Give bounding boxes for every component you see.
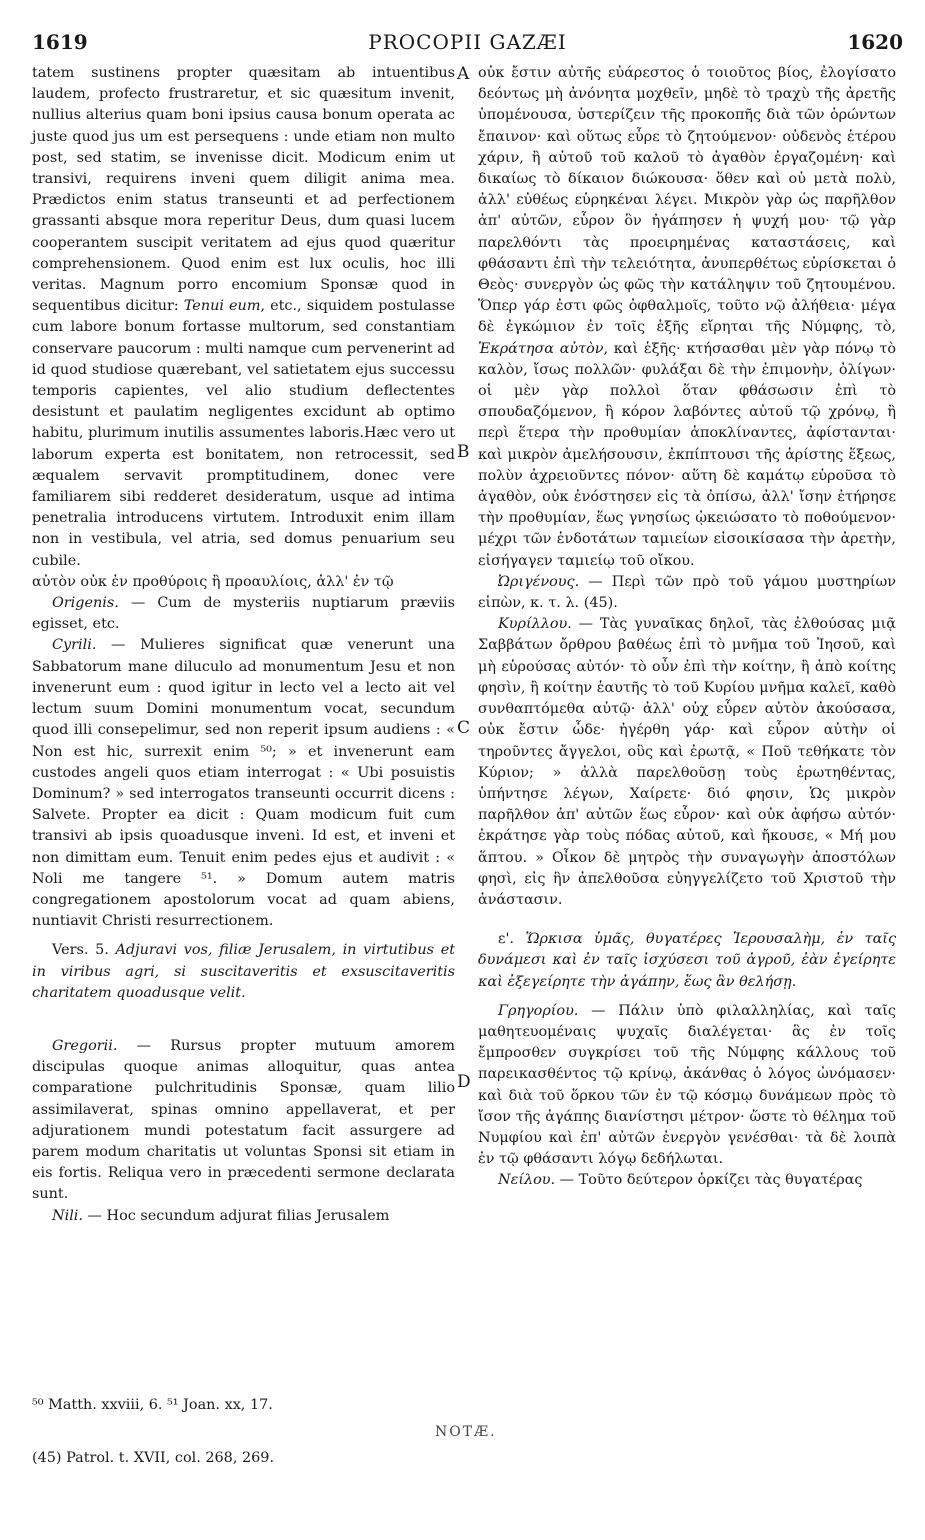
latin-column — [32, 63, 455, 1227]
page-header — [32, 30, 903, 64]
margin-marker-c: C — [457, 718, 471, 738]
margin-marker-a: A — [457, 64, 470, 84]
cyril-greek-paragraph: Κυρίλλου. — Τὰς γυναῖκας δηλοῖ, τὰς ἐλθούσας μιᾷ Σαββάτων ὄρθρου βαθέως ἐπὶ τὸ μνῆμα τοῦ Ἰησοῦ, καὶ μὴ εὑρούσας αὐτόν· τὸ οὖν ἐπὶ τὴν κοίτην, ἢ ἀπὸ κοίτης φησὶν, ἢ κοίτην ἑαυτῆς τὸ τοῦ Κυρίου μνῆμα καλεῖ, καθὸ συνθαπτόμεθα αὐτῷ· ἀλλ' οὐχ εὗρεν αὐτὸν ἀκούσασα, οὐκ ἔστιν ὧδε· ἠγέρθη γάρ· καὶ εὗρον αὐτὴν οἱ τηροῦντες ἄγγελοι, οὓς καὶ ἐρωτᾷ, « Ποῦ τεθήκατε τὸν Κύριον; » ἀλλὰ παρελθοῦσῃ τοὺς ἐρωτηθέντας, ὑπήντησε λέγων, Χαίρετε· διό φησιν, Ὡς μικρὸν παρῆλθον ἀπ' αὐτῶν ἕως εὗρον· καὶ οὐκ ἀφήσω αὐτόν· ἐκράτησε γὰρ τοὺς πόδας αὐτοῦ, καὶ ἤκουσε, « Μή μου ἅπτου. » Οἶκον δὲ μητρὸς τὴν συναγωγὴν ἀποστόλων φησὶ, εἰς ἣν ἀπελθοῦσα εὐηγγελίζετο τοῦ Χριστοῦ τὴν ἀνάστασιν. — [478, 616, 896, 908]
nilus-greek-paragraph: Νείλου. — Τοῦτο δεύτερον ὁρκίζει τὰς θυγατέρας — [498, 1172, 863, 1189]
footnotes — [32, 1395, 452, 1416]
greek-column — [478, 63, 896, 1192]
origen-greek-paragraph: Ὠριγένους. — Περὶ τῶν πρὸ τοῦ γάμου μυστηρίων εἰπὼν, κ. τ. λ. (45). — [478, 573, 896, 612]
gregory-paragraph: Gregorii. — Rursus propter mutuum amorem discipulas quoque animas alloquitur, quas antea comparatione pulchritudinis Sponsæ, quam lilio assimilaverat, spinas omnino appellaverat, et per adjurationem mundi potestatum facit assurgere ad parem modum charitatis ut voluntas Sponsi sit etiam in eis fortis. Reliqua vero in præcedenti sermone declarata sunt. — [32, 1037, 455, 1203]
running-title: PROCOPII GAZÆI — [368, 30, 567, 54]
nilus-paragraph: Nili. — Hoc secundum adjurat filias Jerusalem — [52, 1207, 390, 1224]
latin-paragraph: tatem sustinens propter quæsitam ab intuentibus laudem, profecto frustraretur, et sic quæsitum invenit, nullius alterius quam boni ipsius causa bonum operata ac juste quod jus um est persequens : unde etiam non multo post, sed statim, se invenisse dicit. Modicum enim ut transivi, requirens inveni quem diligit anima mea. Prædictos enim status transeunti et ad perfectionem grassanti absque mora reperitur Deus, dum quasi lucem cooperantem suscipit veritatem ad ejus quod quæritur comprehensionem. Quod enim est lux oculis, hoc illi veritas. Magnum porro encomium Sponsæ quod in sequentibus dicitur: Tenui eum, etc., siquidem postulasse cum labore bonum fortasse multorum, sed constantiam conservare paucorum : multi namque cum pervenerint ad id quod studiose quærebant, vel satietatem ejus successu temporis capientes, vel alio studium deflectentes desistunt et paulatim negligentes excidunt ab optimo habitu, plurimum inutilis assumentes laboris.Hæc vero ut laborum experta est bonitatem, non retrocessit, sed æqualem servavit promptitudinem, donec vere familiarem sibi redderet desideratum, usque ad intima penetralia introducens virtutem. Introduxit enim illam non in vestibula, vel atria, sed domus penuarium seu cubile. — [32, 65, 455, 569]
verse-5-latin: Vers. 5. Adjuravi vos, filiæ Jerusalem, in virtutibus et in viribus agri, si suscitaveritis et exsuscitaveritis charitatem quoadusque velit. — [32, 942, 456, 1001]
page-number-right: 1620 — [847, 30, 903, 54]
origen-paragraph: Origenis. — Cum de mysteriis nuptiarum præviis egisset, etc. — [32, 595, 455, 633]
cyril-paragraph: Cyrili. — Mulieres significat quæ venerunt una Sabbatorum mane diluculo ad monumentum Jesu et non invenerunt eum : quod igitur in lecto vel a lecto ait vel lectum suum Domini monumentum vocat, secundum quod illi consepelimur, sed non reperit ipsum audiens : « Non est hic, surrexit enim ⁵⁰; » et invenerunt eam custodes angeli quos etiam interrogat : « Ubi posuistis Dominum? » sed interrogatos transeunti occurrit dicens : Salvete. Propter ea dicit : Quam modicum fuit cum transivi ab ipsis quoadusque inveni. Id est, et inveni et non dimittam eum. Tenuit enim pedes ejus et audivit : « Noli me tangere ⁵¹. » Domum autem matris congregationem apostolorum vocat ad quam abiens, nuntiavit Christi resurrectionem. — [32, 637, 455, 930]
notae-heading: NOTÆ. — [435, 1424, 497, 1440]
notae-entry: (45) Patrol. t. XVII, col. 268, 269. — [32, 1450, 275, 1466]
greek-fragment-line: αὐτὸν οὐκ ἐν προθύροις ἢ προαυλίοις, ἀλλ' ἐν τῷ — [32, 573, 394, 590]
footnote-references: ⁵⁰ Matth. xxviii, 6. ⁵¹ Joan. xx, 17. — [32, 1397, 273, 1413]
margin-marker-d: D — [457, 1072, 471, 1092]
verse-5-greek: ε'. Ὥρκισα ὑμᾶς, θυγατέρες Ἱερουσαλὴμ, ἐν ταῖς δυνάμεσι καὶ ἐν ταῖς ἰσχύσεσι τοῦ ἀγροῦ, ἐὰν ἐγείρητε καὶ ἐξεγείρητε τὴν ἀγάπην, ἕως ἂν θελήσῃ. — [478, 931, 896, 990]
margin-marker-b: B — [457, 442, 470, 462]
page-number-left: 1619 — [32, 30, 88, 54]
gregory-greek-paragraph: Γρηγορίου. — Πάλιν ὑπὸ φιλαλληλίας, καὶ ταῖς μαθητευομέναις ψυχαῖς διαλέγεται· ἃς ἐν τοῖς ἔμπροσθεν συγκρίσει τοῦ τῆς Νύμφης κάλλους τοῦ παρεικασθέντος τῷ κρίνῳ, ἀκάνθας ὁ λόγος ὠνόμασεν· καὶ διὰ τοῦ ὅρκου τῶν ἐν τῷ κόσμῳ δυνάμεων πρὸς τὸ ἴσον τῆς ἀγάπης διανίστησι μέτρον· ὥστε τὸ θέλημα τοῦ Νυμφίου καὶ ἐπ' αὐτῶν ἐνεργὸν γενέσθαι· τὰ δὲ λοιπὰ ἐν τῷ φθάσαντι λόγῳ δεδήλωται. — [478, 1002, 896, 1168]
greek-paragraph: οὐκ ἔστιν αὐτῆς εὐάρεστος ὁ τοιοῦτος βίος, ἐλογίσατο δεόντως μὴ ἀνόνητα μοχθεῖν, μηδὲ τὸ τραχὺ τῆς ἀρετῆς ὑπομένουσα, ὑστερίζειν τῆς προκοπῆς διὰ τῶν ὁρώντων ἔπαινον· καὶ οὕτως εὗρε τὸ ζητούμενον· οὐδενὸς ἑτέρου χάριν, ἢ αὐτοῦ τοῦ καλοῦ τὸ ἀγαθὸν ἐργαζομένη· καὶ δικαίως τὸ δίκαιον διώκουσα· ὅθεν καὶ οὐ μετὰ πολὺ, ἀλλ' εὐθέως εὑρηκέναι λέγει. Μικρὸν γὰρ ὡς παρῆλθον ἀπ' αὐτῶν, εὗρον ὃν ἠγάπησεν ἡ ψυχή μου· τῷ γὰρ παρελθόντι τὰς προειρημένας καταστάσεις, καὶ φθάσαντι ἐπὶ τὴν τελειότητα, ἀνυπερθέτως εὑρίσκεται ὁ Θεὸς· συνεργὸν ὡς φῶς τὴν κατάληψιν τοῦ ζητουμένου. Ὅπερ γάρ ἐστι φῶς ὀφθαλμοῖς, τοῦτο νῷ ἀλήθεια· μέγα δὲ ἐγκώμιον ἐν τοῖς ἑξῆς εἴρηται τῆς Νύμφης, τὸ, Ἐκράτησα αὐτὸν, καὶ ἑξῆς· κτήσασθαι μὲν γὰρ πόνῳ τὸ καλὸν, ἴσως πολλῶν· φυλάξαι δὲ τὴν ἐπιμονὴν, ὀλίγων· οἱ μὲν γὰρ πολλοὶ ὅταν φθάσωσιν ἐπὶ τὸ σπουδαζόμενον, ἢ κόρον λαβόντες αὐτοῦ τῷ χρόνῳ, ἢ περὶ ἕτερα τὴν προθυμίαν ἀποκλίναντες, ἀφίστανται· καὶ μικρὸν ἀμελήσουσιν, ἐκπίπτουσι τῆς ἀρίστης ἕξεως, πολὺν ἀχρειοῦντες πόνον· αὕτη δὲ καμάτῳ εὑροῦσα τὸ ἀγαθὸν, οὐκ ἐνόστησεν εἰς τὰ ὀπίσω, ἀλλ' ἴσην ἐτήρησε τὴν προθυμίαν, ἕως γνησίως ᾠκειώσατο τὸ ποθούμενον· μέχρι τῶν ἐνδοτάτων ταμιείων εἰσοικίσασα τὴν ἀρετὴν, εἰσήγαγεν ταμιείῳ τοῦ οἴκου. — [478, 65, 896, 569]
